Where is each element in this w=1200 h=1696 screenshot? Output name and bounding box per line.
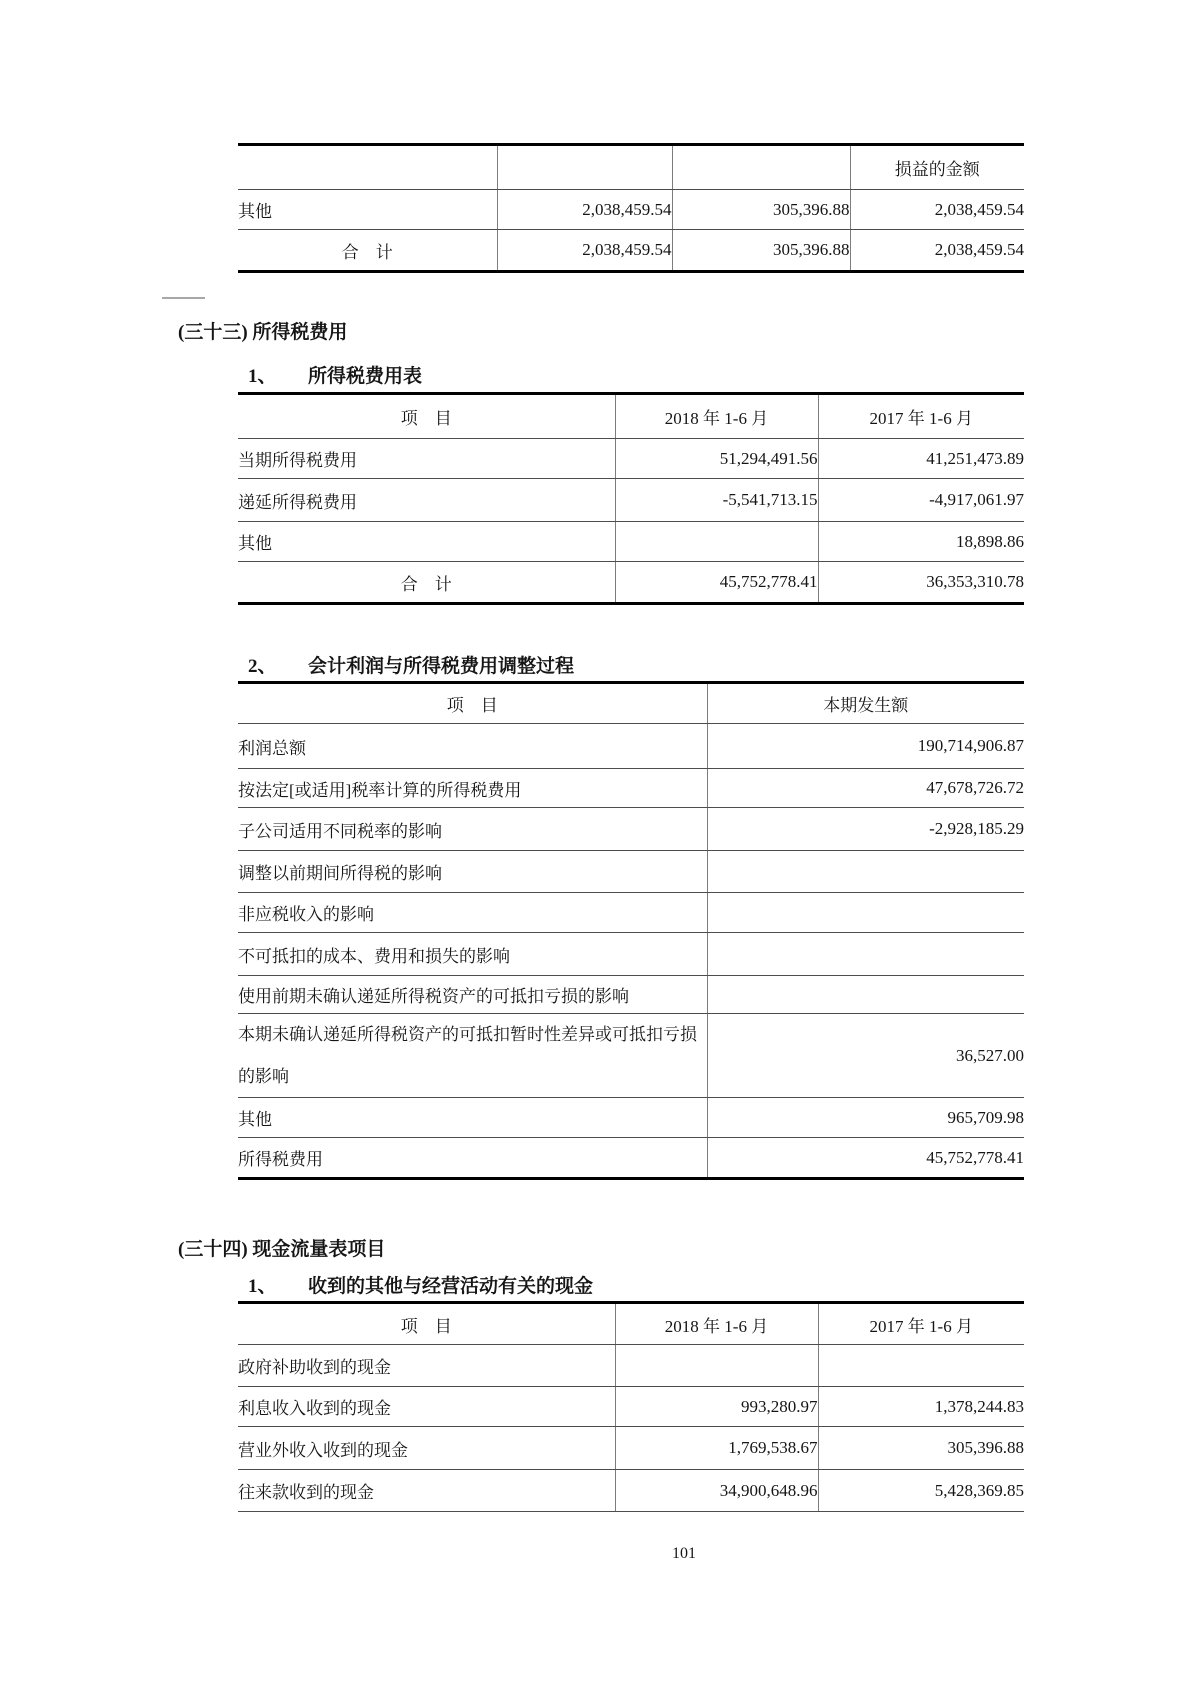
cell-value: 36,353,310.78 (818, 562, 1024, 604)
subsection-heading-33-1 (248, 365, 1200, 389)
table-row (238, 1138, 1024, 1179)
table-row (238, 851, 1024, 893)
cell-value: 18,898.86 (818, 522, 1024, 562)
cell-value: 2,038,459.54 (497, 230, 672, 272)
table-income-tax-expense (238, 392, 1024, 605)
cell-value: 45,752,778.41 (707, 1138, 1024, 1179)
table-row (238, 479, 1024, 522)
cell-label: 所得税费用 (238, 1138, 707, 1179)
separator-dash (162, 297, 205, 299)
cell-label: 调整以前期间所得税的影响 (238, 851, 707, 893)
cell-value: 5,428,369.85 (818, 1470, 1024, 1512)
column-header-current-period: 本期发生额 (707, 683, 1024, 724)
table-row (238, 893, 1024, 933)
table-row (238, 1427, 1024, 1470)
cell-label: 其他 (238, 522, 615, 562)
table-accounting-profit-adjustment (238, 681, 1024, 1180)
table-row (238, 933, 1024, 976)
cell-value (615, 522, 818, 562)
table-row (238, 439, 1024, 479)
table-row (238, 1345, 1024, 1387)
cell-value: 993,280.97 (615, 1387, 818, 1427)
subsection-title: 会计利润与所得税费用调整过程 (308, 656, 575, 677)
table-row (238, 190, 1024, 230)
cell-label: 其他 (238, 190, 497, 230)
table-header-row (238, 683, 1024, 724)
page-number: 101 (672, 1545, 696, 1563)
table-row (238, 724, 1024, 769)
cell-value: 305,396.88 (672, 230, 850, 272)
table-row (238, 808, 1024, 851)
cell-label: 利息收入收到的现金 (238, 1387, 615, 1427)
cell-label: 其他 (238, 1098, 707, 1138)
cell-label: 按法定[或适用]税率计算的所得税费用 (238, 769, 707, 808)
table-header-row (238, 394, 1024, 439)
cell-value (818, 1345, 1024, 1387)
column-header-item: 项 目 (238, 394, 615, 439)
column-header-empty (672, 145, 850, 190)
column-header-gains-amount: 损益的金额 (850, 145, 1024, 190)
cell-label: 营业外收入收到的现金 (238, 1427, 615, 1470)
column-header-empty (497, 145, 672, 190)
cell-value: 47,678,726.72 (707, 769, 1024, 808)
cell-value: 2,038,459.54 (850, 190, 1024, 230)
subsection-heading-33-2 (248, 655, 1200, 679)
cell-value (615, 1345, 818, 1387)
cell-label: 往来款收到的现金 (238, 1470, 615, 1512)
cell-value: -4,917,061.97 (818, 479, 1024, 522)
table-gains-amount (238, 143, 1024, 273)
cell-value: 45,752,778.41 (615, 562, 818, 604)
column-header-item: 项 目 (238, 683, 707, 724)
column-header-2017: 2017 年 1-6 月 (818, 1303, 1024, 1345)
cell-value: 34,900,648.96 (615, 1470, 818, 1512)
table-row (238, 1014, 1024, 1098)
subsection-number: 1、 (248, 1276, 277, 1298)
cell-label: 非应税收入的影响 (238, 893, 707, 933)
cell-label: 递延所得税费用 (238, 479, 615, 522)
cell-label: 不可抵扣的成本、费用和损失的影响 (238, 933, 707, 976)
cell-value: 305,396.88 (818, 1427, 1024, 1470)
table-row (238, 1098, 1024, 1138)
cell-value: 190,714,906.87 (707, 724, 1024, 769)
table-total-row (238, 562, 1024, 604)
section-heading-34: (三十四) 现金流量表项目 (178, 1239, 386, 1261)
table-row (238, 522, 1024, 562)
table-other-operating-cash (238, 1301, 1024, 1512)
cell-label: 本期未确认递延所得税资产的可抵扣暂时性差异或可抵扣亏损的影响 (238, 1014, 707, 1098)
column-header-empty (238, 145, 497, 190)
cell-value: -2,928,185.29 (707, 808, 1024, 851)
column-header-2018: 2018 年 1-6 月 (615, 1303, 818, 1345)
column-header-item: 项 目 (238, 1303, 615, 1345)
cell-value (707, 933, 1024, 976)
table-row (238, 769, 1024, 808)
cell-value: 41,251,473.89 (818, 439, 1024, 479)
cell-label: 子公司适用不同税率的影响 (238, 808, 707, 851)
cell-value: 1,378,244.83 (818, 1387, 1024, 1427)
cell-label: 政府补助收到的现金 (238, 1345, 615, 1387)
cell-value (707, 976, 1024, 1014)
column-header-2017: 2017 年 1-6 月 (818, 394, 1024, 439)
cell-value: 36,527.00 (707, 1014, 1024, 1098)
table-row (238, 1470, 1024, 1512)
column-header-2018: 2018 年 1-6 月 (615, 394, 818, 439)
subsection-title: 收到的其他与经营活动有关的现金 (308, 1276, 594, 1298)
cell-label: 利润总额 (238, 724, 707, 769)
section-heading-33: (三十三) 所得税费用 (178, 322, 348, 343)
table-row (238, 976, 1024, 1014)
cell-value: -5,541,713.15 (615, 479, 818, 522)
cell-label: 使用前期未确认递延所得税资产的可抵扣亏损的影响 (238, 976, 707, 1014)
table-header-row (238, 145, 1024, 190)
cell-label: 当期所得税费用 (238, 439, 615, 479)
cell-value: 51,294,491.56 (615, 439, 818, 479)
subsection-heading-34-1 (248, 1275, 1200, 1299)
cell-total-label: 合 计 (238, 230, 497, 272)
subsection-title: 所得税费用表 (308, 366, 423, 387)
subsection-number: 1、 (248, 366, 277, 387)
table-header-row (238, 1303, 1024, 1345)
cell-value (707, 893, 1024, 933)
cell-value (707, 851, 1024, 893)
cell-value: 2,038,459.54 (497, 190, 672, 230)
cell-total-label: 合 计 (238, 562, 615, 604)
cell-value: 965,709.98 (707, 1098, 1024, 1138)
table-total-row (238, 230, 1024, 272)
cell-value: 1,769,538.67 (615, 1427, 818, 1470)
table-row (238, 1387, 1024, 1427)
subsection-number: 2、 (248, 656, 277, 677)
cell-value: 2,038,459.54 (850, 230, 1024, 272)
cell-value: 305,396.88 (672, 190, 850, 230)
